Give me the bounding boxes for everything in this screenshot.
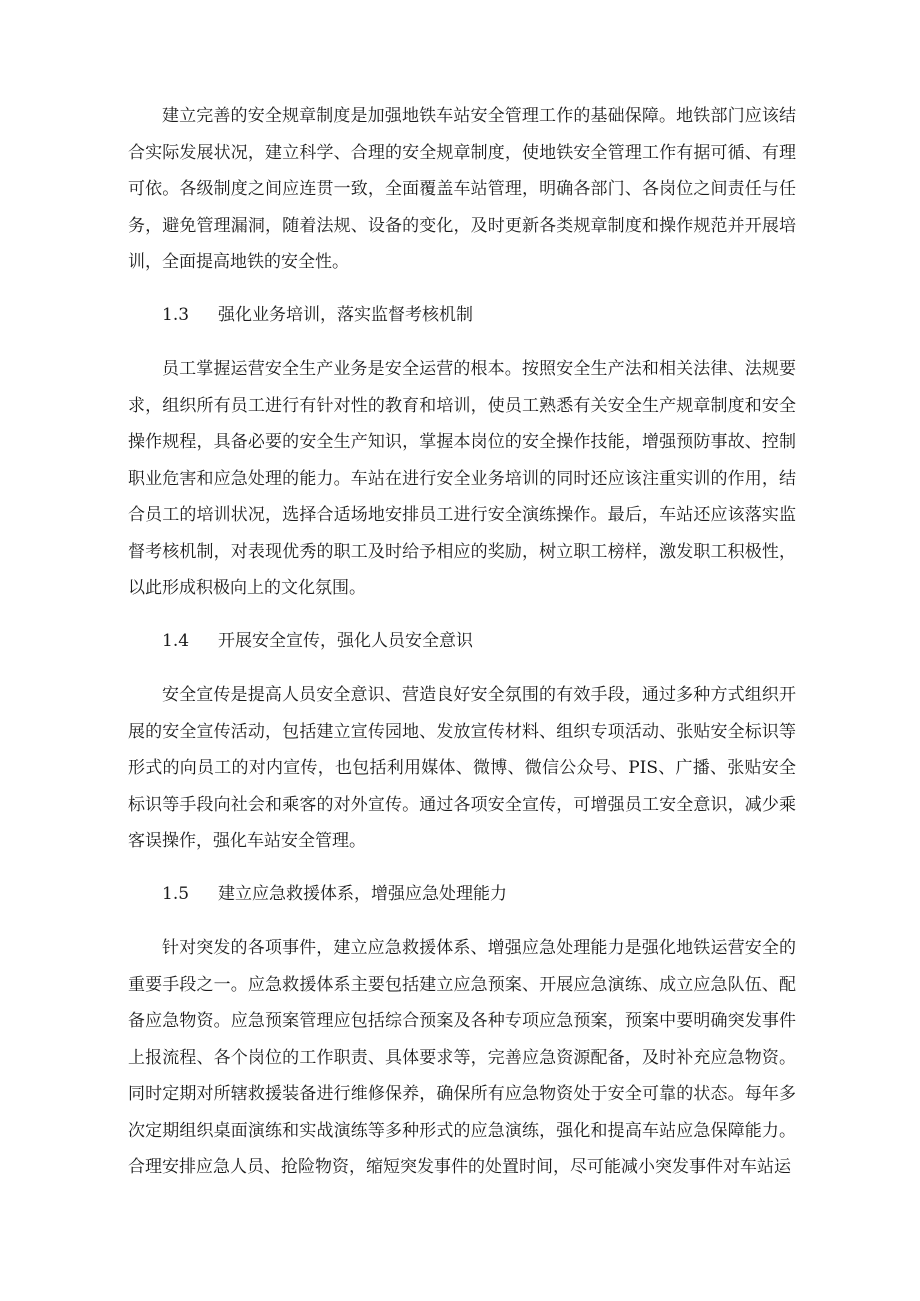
paragraph-training: 员工掌握运营安全生产业务是安全运营的根本。按照安全生产法和相关法律、法规要求，组织所有员工进行有针对性的教育和培训，使员工熟悉有关安全生产规章制度和安全操作规程，具备必要的安全生产知识，掌握本岗位的安全操作技能，增强预防事故、控制职业危害和应急处理的能力。车站在进行安全业务培训的同时还应该注重实训的作用，结合员工的培训状况，选择合适场地安排员工进行安全演练操作。最后，车站还应该落实监督考核机制，对表现优秀的职工及时给予相应的奖励，树立职工榜样，激发职工积极性，以此形成积极向上的文化氛围。 — [128, 359, 796, 598]
paragraph-safety-publicity: 安全宣传是提高人员安全意识、营造良好安全氛围的有效手段，通过多种方式组织开展的安全宣传活动，包括建立宣传园地、发放宣传材料、组织专项活动、张贴安全标识等形式的向员工的对内宣传，也包括利用媒体、微博、微信公众号、PIS、广播、张贴安全标识等手段向社会和乘客的对外宣传。通过各项安全宣传，可增强员工安全意识，减少乘客误操作，强化车站安全管理。 — [128, 685, 796, 851]
paragraph-emergency-rescue: 针对突发的各项事件，建立应急救援体系、增强应急处理能力是强化地铁运营安全的重要手段之一。应急救援体系主要包括建立应急预案、开展应急演练、成立应急队伍、配备应急物资。应急预案管理应包括综合预案及各种专项应急预案，预案中要明确突发事件上报流程、各个岗位的工作职责、具体要求等，完善应急资源配备，及时补充应急物资。同时定期对所辖救援装备进行维修保养，确保所有应急物资处于安全可靠的状态。每年多次定期组织桌面演练和实战演练等多种形式的应急演练，强化和提高车站应急保障能力。合理安排应急人员、抢险物资，缩短突发事件的处置时间，尽可能减小突发事件对车站运 — [128, 938, 796, 1177]
section-heading-1-4 — [128, 623, 796, 660]
section-title: 强化业务培训，落实监督考核机制 — [218, 304, 473, 325]
section-heading-1-5 — [128, 876, 796, 913]
paragraph-safety-rules: 建立完善的安全规章制度是加强地铁车站安全管理工作的基础保障。地铁部门应该结合实际发展状况，建立科学、合理的安全规章制度，使地铁安全管理工作有据可循、有理可依。各级制度之间应连贯一致，全面覆盖车站管理，明确各部门、各岗位之间责任与任务，避免管理漏洞，随着法规、设备的变化，及时更新各类规章制度和操作规范并开展培训，全面提高地铁的安全性。 — [128, 106, 796, 272]
section-heading-1-3 — [128, 297, 796, 334]
section-number: 1.3 — [162, 304, 190, 325]
document-body — [128, 98, 796, 1186]
section-number: 1.5 — [162, 883, 190, 904]
section-title: 建立应急救援体系，增强应急处理能力 — [218, 883, 507, 904]
section-number: 1.4 — [162, 630, 190, 651]
section-title: 开展安全宣传，强化人员安全意识 — [218, 630, 473, 651]
